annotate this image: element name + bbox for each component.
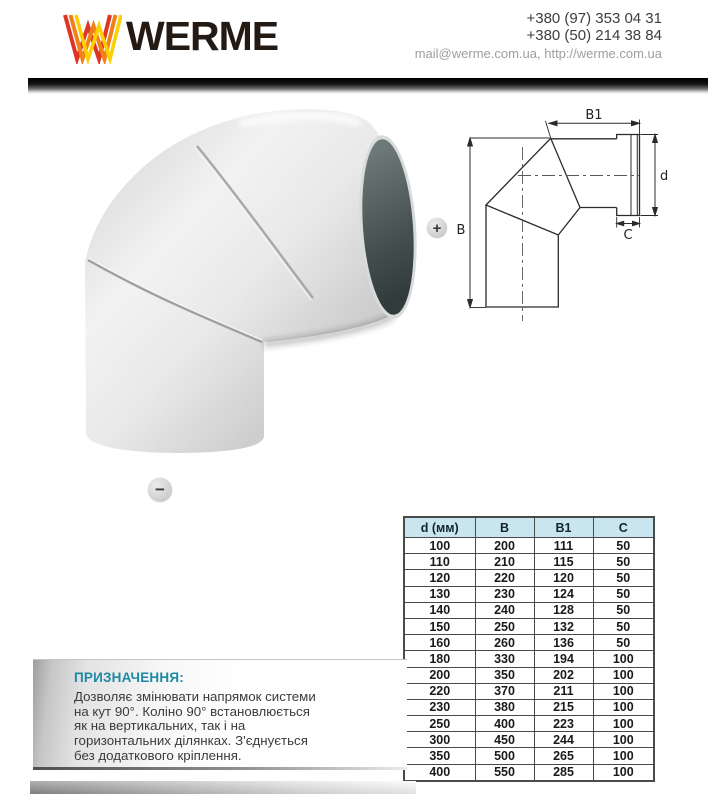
table-cell: 265: [534, 748, 593, 764]
table-cell: 500: [475, 748, 534, 764]
dimension-d: [641, 135, 659, 216]
table-cell: 285: [534, 764, 593, 781]
table-cell: 128: [534, 602, 593, 618]
table-cell: 136: [534, 635, 593, 651]
table-cell: 202: [534, 667, 593, 683]
table-cell: 50: [593, 570, 654, 586]
table-row: [404, 732, 654, 748]
table-cell: 100: [593, 732, 654, 748]
decorative-metal-bar: [30, 781, 416, 794]
table-cell: 300: [404, 732, 475, 748]
table-cell: 240: [475, 602, 534, 618]
purpose-text-line: без додаткового кріплення.: [74, 747, 242, 763]
purpose-title: ПРИЗНАЧЕННЯ:: [74, 670, 184, 685]
table-column-header: d (мм): [404, 517, 475, 538]
table-cell: 50: [593, 586, 654, 602]
table-cell: 350: [404, 748, 475, 764]
table-row: [404, 683, 654, 699]
table-cell: 50: [593, 635, 654, 651]
table-column-header: C: [593, 517, 654, 538]
table-cell: 100: [593, 764, 654, 781]
purpose-text-line: як на вертикальних, так і на: [74, 718, 246, 734]
table-row: [404, 602, 654, 618]
table-cell: 200: [475, 538, 534, 554]
table-cell: 400: [475, 716, 534, 732]
table-cell: 260: [475, 635, 534, 651]
table-cell: 450: [475, 732, 534, 748]
dimension-diagram: [450, 102, 678, 324]
table-row: [404, 635, 654, 651]
center-lines: [518, 147, 639, 321]
phone-number-2: +380 (50) 214 38 84: [526, 27, 662, 44]
table-cell: 100: [593, 716, 654, 732]
table-cell: 330: [475, 651, 534, 667]
table-cell: 380: [475, 699, 534, 715]
email-url-line[interactable]: mail@werme.com.ua, http://werme.com.ua: [414, 46, 662, 61]
table-cell: 50: [593, 618, 654, 634]
phone-number-1: +380 (97) 353 04 31: [526, 10, 662, 27]
table-cell: 100: [404, 538, 475, 554]
purpose-text-line: Дозволяє змінювати напрямок системи: [74, 689, 316, 704]
header-divider: [28, 78, 708, 94]
table-cell: 210: [475, 554, 534, 570]
table-row: [404, 667, 654, 683]
table-cell: 211: [534, 683, 593, 699]
label-b1: B1: [585, 108, 603, 123]
brand-logo[interactable]: [62, 12, 278, 64]
brand-name: WERME: [126, 13, 279, 59]
purpose-panel: [33, 659, 407, 767]
table-cell: 120: [404, 570, 475, 586]
table-cell: 370: [475, 683, 534, 699]
contact-block: [415, 10, 662, 61]
table-cell: 220: [475, 570, 534, 586]
table-cell: 115: [534, 554, 593, 570]
table-cell: 250: [475, 618, 534, 634]
table-cell: 120: [534, 570, 593, 586]
table-row: [404, 538, 654, 554]
table-row: [404, 554, 654, 570]
zoom-out-button[interactable]: −: [148, 478, 172, 502]
table-row: [404, 764, 654, 781]
table-row: [404, 570, 654, 586]
table-row: [404, 618, 654, 634]
table-cell: 215: [534, 699, 593, 715]
table-cell: 100: [593, 748, 654, 764]
table-cell: 160: [404, 635, 475, 651]
table-cell: 150: [404, 618, 475, 634]
table-cell: 111: [534, 538, 593, 554]
table-cell: 100: [593, 699, 654, 715]
dimensions-table: [403, 516, 655, 782]
table-cell: 100: [593, 683, 654, 699]
label-c: C: [623, 228, 633, 243]
table-row: [404, 586, 654, 602]
table-cell: 100: [593, 651, 654, 667]
table-cell: 223: [534, 716, 593, 732]
table-cell: 180: [404, 651, 475, 667]
purpose-bottom-line: [33, 767, 407, 770]
table-cell: 110: [404, 554, 475, 570]
table-cell: 194: [534, 651, 593, 667]
elbow-body: [85, 109, 412, 453]
table-cell: 230: [475, 586, 534, 602]
label-b: B: [456, 223, 466, 238]
table-row: [404, 748, 654, 764]
table-cell: 550: [475, 764, 534, 781]
table-cell: 50: [593, 554, 654, 570]
table-cell: 50: [593, 538, 654, 554]
table-cell: 230: [404, 699, 475, 715]
table-row: [404, 716, 654, 732]
table-row: [404, 651, 654, 667]
table-cell: 350: [475, 667, 534, 683]
table-cell: 132: [534, 618, 593, 634]
table-cell: 130: [404, 586, 475, 602]
werme-w-icon: [62, 12, 122, 64]
label-d: d: [660, 169, 669, 184]
table-header-row: [404, 517, 654, 538]
purpose-text-line: на кут 90°. Коліно 90° встановлюється: [74, 703, 310, 719]
table-cell: 50: [593, 602, 654, 618]
table-cell: 140: [404, 602, 475, 618]
table-cell: 220: [404, 683, 475, 699]
table-cell: 244: [534, 732, 593, 748]
table-row: [404, 699, 654, 715]
table-cell: 400: [404, 764, 475, 781]
table-cell: 100: [593, 667, 654, 683]
table-column-header: B: [475, 517, 534, 538]
purpose-text-line: горизонтальних ділянках. З'єднується: [74, 733, 308, 749]
table-cell: 250: [404, 716, 475, 732]
table-column-header: B1: [534, 517, 593, 538]
dimension-b: [468, 138, 550, 308]
table-cell: 124: [534, 586, 593, 602]
product-photo-elbow-90[interactable]: [55, 95, 435, 475]
dimension-c: [617, 217, 640, 228]
zoom-in-button[interactable]: +: [427, 218, 447, 238]
table-cell: 200: [404, 667, 475, 683]
